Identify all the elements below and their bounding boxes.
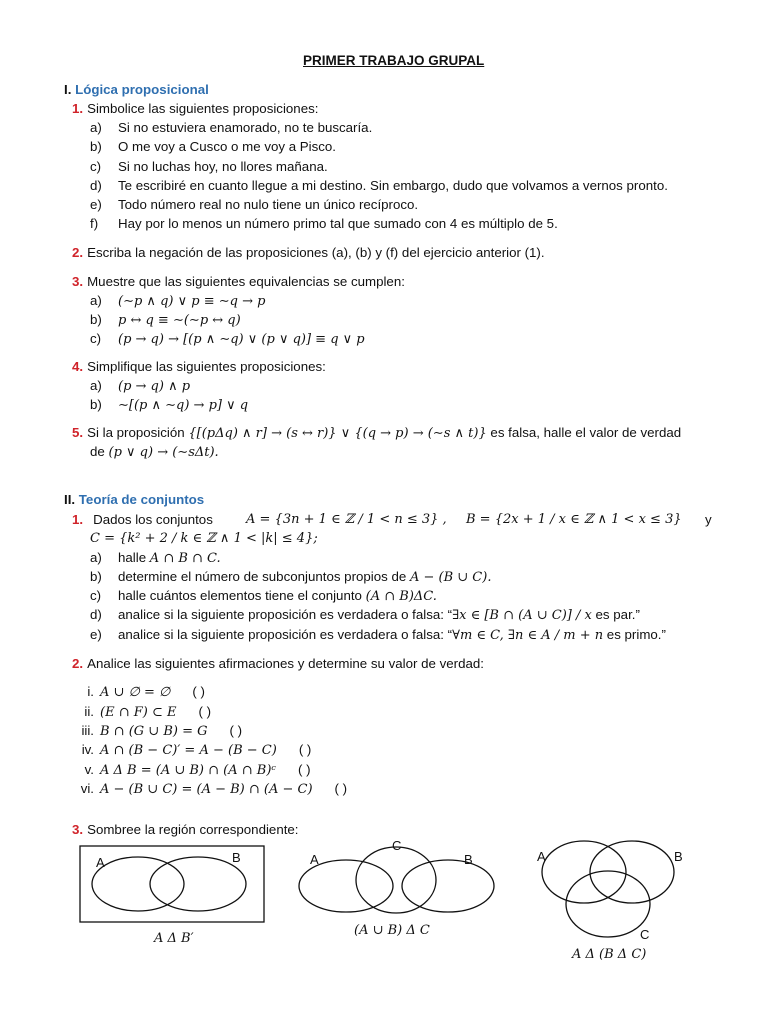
statement-item: iii. B ∩ (G ∪ B) = G ( ) [81, 723, 243, 739]
list-item: c) halle cuántos elementos tiene el conjunto (A ∩ B)ΔC. [90, 588, 437, 604]
question-3: 3. Muestre que las siguientes equivalencias se cumplen: [72, 274, 405, 289]
list-item: d) Te escribiré en cuanto llegue a mi destino. Sin embargo, dudo que volvamos a vernos pronto. [90, 178, 668, 193]
list-item: b) ∼[(p ∧ ∼q) → p] ∨ q [90, 397, 249, 413]
diagram-caption: (A ∪ B) Δ C [354, 923, 430, 938]
set-label-a: A [537, 849, 546, 864]
list-item: b) determine el número de subconjuntos propios de A − (B ∪ C). [90, 569, 492, 585]
page-title: PRIMER TRABAJO GRUPAL [303, 53, 485, 68]
list-item: f) Hay por lo menos un número primo tal que sumado con 4 es múltiplo de 5. [90, 216, 558, 231]
set-b-ellipse [150, 857, 246, 911]
set-a-ellipse [92, 857, 184, 911]
list-item: e) Todo número real no nulo tiene un único recíproco. [90, 197, 419, 212]
set-c-ellipse [356, 847, 436, 913]
list-item: e) analice si la siguiente proposición es verdadera o falsa: “∀m ∈ C, ∃n ∈ A / m + n es primo.” [90, 627, 666, 643]
set-c-ellipse [566, 871, 650, 937]
set-b-definition: B = {2x + 1 / x ∈ ℤ ∧ 1 < x ≤ 3} [466, 512, 682, 527]
set-label-b: B [232, 850, 241, 865]
venn-diagram-2 [292, 836, 504, 942]
list-item: a) Si no estuviera enamorado, no te buscaría. [90, 120, 373, 135]
set-a-definition: A = {3n + 1 ∈ ℤ / 1 < n ≤ 3} , [246, 512, 447, 527]
question-5: 5. Si la proposición {[(pΔq) ∧ r] → (s ↔ r)} ∨ {(q → p) → (∼s ∧ t)} es falsa, halle el valor de verdad [72, 425, 682, 441]
sets-question-3: 3. Sombree la región correspondiente: [72, 822, 299, 837]
list-item: d) analice si la siguiente proposición es verdadera o falsa: “∃x ∈ [B ∩ (A ∪ C)] / x es par.” [90, 607, 640, 623]
question-text: Simbolice las siguientes proposiciones: [87, 101, 319, 116]
set-label-b: B [674, 849, 683, 864]
set-label-c: C [640, 927, 650, 942]
statement-item: ii. (E ∩ F) ⊂ E ( ) [84, 704, 212, 720]
set-label-c: C [392, 838, 402, 853]
diagram-caption: A Δ (B Δ C) [572, 947, 647, 962]
set-a-ellipse [299, 860, 393, 912]
set-label-a: A [96, 855, 105, 870]
list-item: c) Si no luchas hoy, no llores mañana. [90, 159, 328, 174]
set-label-b: B [464, 852, 473, 867]
set-label-a: A [310, 852, 319, 867]
sets-question-2: 2. Analice las siguientes afirmaciones y determine su valor de verdad: [72, 656, 484, 671]
set-b-ellipse [402, 860, 494, 912]
section-heading-conjuntos: II. Teoría de conjuntos [64, 492, 205, 507]
set-b-ellipse [590, 841, 674, 903]
question-2: 2. Escriba la negación de las proposiciones (a), (b) y (f) del ejercicio anterior (1). [72, 245, 545, 260]
statement-item: iv. A ∩ (B − C)′ = A − (B − C) ( ) [81, 742, 312, 758]
diagram-caption: A Δ B′ [154, 931, 194, 946]
list-item: a) halle A ∩ B ∩ C. [90, 550, 221, 566]
venn-diagram-1 [74, 842, 270, 950]
question-1 [72, 100, 318, 118]
question-number: 1. [72, 101, 84, 116]
section-roman: I. [64, 82, 72, 97]
list-item: a) (p → q) ∧ p [90, 378, 191, 394]
list-item: b) O me voy a Cusco o me voy a Pisco. [90, 139, 337, 154]
set-a-ellipse [542, 841, 626, 903]
question-4: 4. Simplifique las siguientes proposiciones: [72, 359, 326, 374]
statement-item: vi. A − (B ∪ C) = (A − B) ∩ (A − C) ( ) [80, 781, 348, 797]
section-heading-logica [64, 81, 209, 99]
conjunction-y: y [705, 512, 712, 527]
list-item: b) p ↔ q ≡ ∼(∼p ↔ q) [90, 312, 241, 328]
question-5-line-2: de (p ∨ q) → (∼sΔt). [90, 444, 219, 460]
list-item: a) (∼p ∧ q) ∨ p ≡ ∼q → p [90, 293, 266, 309]
venn-diagram-3 [532, 836, 696, 966]
section-name: Lógica proposicional [75, 82, 209, 97]
statement-item: i. A ∪ ∅ = ∅ ( ) [87, 684, 205, 700]
set-c-definition: C = {k² + 2 / k ∈ ℤ ∧ 1 < |k| ≤ 4}; [90, 531, 318, 546]
statement-item: v. A Δ B = (A ∪ B) ∩ (A ∩ B)ᶜ ( ) [84, 762, 311, 778]
sets-question-1: 1. Dados los conjuntos [72, 512, 213, 527]
list-item: c) (p → q) → [(p ∧ ∼q) ∨ (p ∨ q)] ≡ q ∨ p [90, 331, 365, 347]
